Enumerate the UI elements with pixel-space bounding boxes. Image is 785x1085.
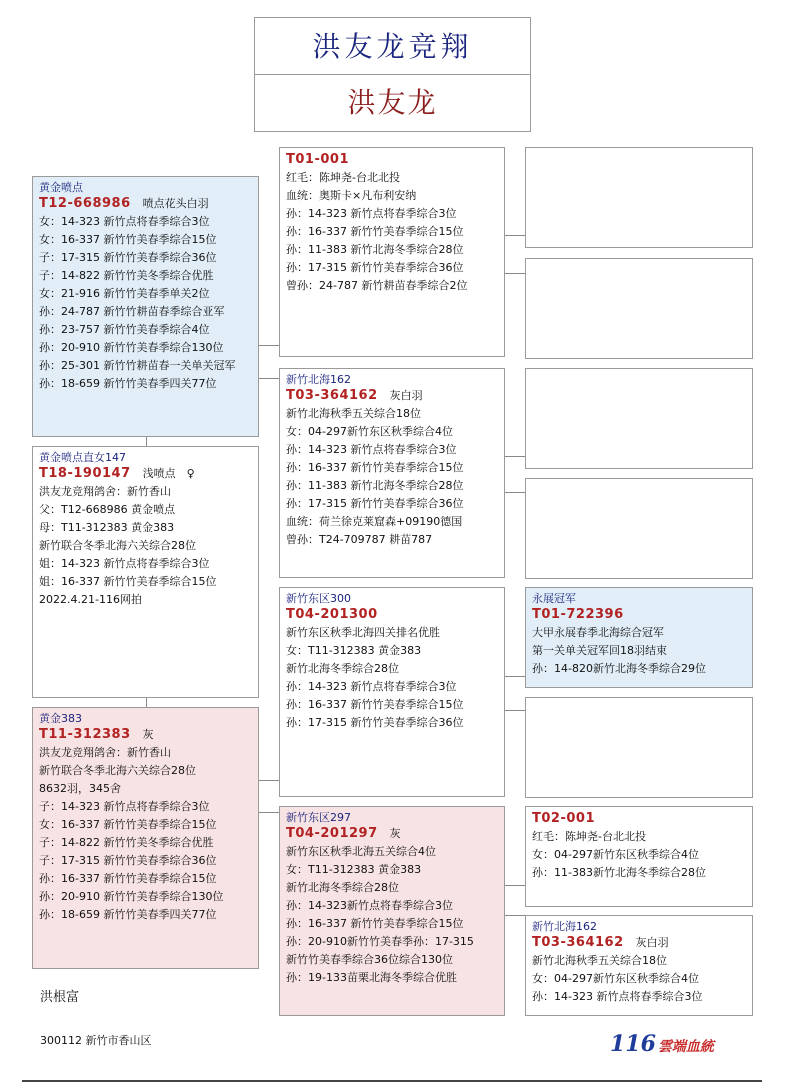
card-line: 孙：11-383 新竹北海冬季综合28位	[286, 243, 464, 256]
card-line: 子：17-315 新竹竹美春季综合36位	[39, 854, 217, 867]
card-top-label: 新竹北海162	[286, 373, 351, 386]
grandsire-card	[279, 147, 505, 357]
card-line: 曾孙：T24-709787 耕苗787	[286, 533, 433, 546]
connector	[259, 378, 280, 379]
empty-card	[525, 478, 753, 579]
card-line: 孙：16-337 新竹竹美春季综合15位	[286, 461, 464, 474]
connector	[505, 492, 525, 493]
card-line: 女：04-297新竹东区秋季综合4位	[532, 972, 699, 985]
card-line: 新竹联合冬季北海六关综合28位	[39, 539, 196, 552]
card-line: 红毛：陈坤尧-台北北投	[532, 830, 646, 843]
card-line: 第一关单关冠军回18羽结束	[532, 644, 667, 657]
empty-card	[525, 368, 753, 469]
brand-logo	[610, 1031, 714, 1057]
card-line: 孙：18-659 新竹竹美春季四关77位	[39, 908, 217, 921]
connector	[259, 780, 280, 781]
grandsire-card	[279, 587, 505, 797]
card-line: 孙：16-337 新竹竹美春季综合15位	[286, 225, 464, 238]
great-grandparent-card	[525, 806, 753, 907]
card-line: 女：21-916 新竹竹美春季单关2位	[39, 287, 210, 300]
granddam-card	[279, 806, 505, 1016]
empty-card	[525, 147, 753, 248]
card-line: 女：16-337 新竹竹美春季综合15位	[39, 233, 217, 246]
ring-number: T03-364162	[532, 935, 624, 950]
connector	[505, 676, 525, 677]
card-top-label: 新竹北海162	[532, 920, 597, 933]
bottom-divider	[22, 1080, 762, 1082]
card-line: 子：14-323 新竹点将春季综合3位	[39, 800, 210, 813]
card-line: 女：16-337 新竹竹美春季综合15位	[39, 818, 217, 831]
connector	[146, 698, 147, 707]
connector	[505, 273, 525, 274]
ring-number: T04-201300	[286, 607, 378, 622]
card-line: 新竹东区秋季北海五关综合4位	[286, 845, 436, 858]
card-line: 女：04-297新竹东区秋季综合4位	[532, 848, 699, 861]
ring-number: T04-201297	[286, 826, 378, 841]
card-line: 孙：11-383新竹北海冬季综合28位	[532, 866, 706, 879]
card-line: 孙：16-337 新竹竹美春季综合15位	[286, 698, 464, 711]
card-line: 孙：14-820新竹北海冬季综合29位	[532, 662, 706, 675]
card-line: 红毛：陈坤尧-台北北投	[286, 171, 400, 184]
card-line: 孙：25-301 新竹竹耕苗春一关单关冠军	[39, 359, 236, 372]
card-line: 女：14-323 新竹点将春季综合3位	[39, 215, 210, 228]
connector	[505, 885, 525, 886]
card-top-label: 黄金383	[39, 712, 82, 725]
card-line: 洪友龙竞翔鸽舍：新竹香山	[39, 485, 171, 498]
card-line: 孙：18-659 新竹竹美春季四关77位	[39, 377, 217, 390]
card-line: 8632羽，345舍	[39, 782, 121, 795]
breeder-address: 300112 新竹市香山区	[40, 1034, 152, 1047]
owner-title: 洪友龙	[347, 86, 438, 119]
card-line: 新竹北海冬季综合28位	[286, 881, 399, 894]
ring-description: 灰	[389, 827, 401, 840]
ring-description: 喷点花头白羽	[142, 197, 209, 210]
card-line: 孙：20-910新竹竹美春季孙：17-315	[286, 935, 474, 948]
card-top-label: 黄金喷点	[39, 181, 83, 194]
card-line: 新竹联合冬季北海六关综合28位	[39, 764, 196, 777]
connector	[259, 345, 280, 346]
card-line: 女：T11-312383 黄金383	[286, 863, 422, 876]
card-line: 孙：17-315 新竹竹美春季综合36位	[286, 261, 464, 274]
card-line: 孙：14-323 新竹点将春季综合3位	[286, 680, 457, 693]
card-line: 姐：16-337 新竹竹美春季综合15位	[39, 575, 217, 588]
card-line: 孙：19-133苗栗北海冬季综合优胜	[286, 971, 457, 984]
connector	[505, 710, 525, 711]
card-line: 孙：16-337 新竹竹美春季综合15位	[39, 872, 217, 885]
connector	[505, 915, 525, 916]
ring-description: 灰	[142, 728, 154, 741]
great-grandparent-card	[525, 587, 753, 688]
card-line: 母：T11-312383 黄金383	[39, 521, 175, 534]
card-line: 子：17-315 新竹竹美春季综合36位	[39, 251, 217, 264]
card-line: 孙：20-910 新竹竹美春季综合130位	[39, 341, 224, 354]
great-grandparent-card	[525, 915, 753, 1016]
card-line: 子：14-822 新竹竹美冬季综合优胜	[39, 836, 214, 849]
card-line: 女：T11-312383 黄金383	[286, 644, 422, 657]
card-line: 新竹北海秋季五关综合18位	[286, 407, 421, 420]
connector	[259, 812, 280, 813]
card-line: 新竹北海冬季综合28位	[286, 662, 399, 675]
granddam-card	[279, 368, 505, 578]
card-line: 孙：24-787 新竹竹耕苗春季综合亚军	[39, 305, 225, 318]
ring-number: T01-722396	[532, 607, 624, 622]
card-line: 血统：荷兰徐克莱窟森+09190德国	[286, 515, 463, 528]
card-line: 2022.4.21-116网拍	[39, 593, 142, 606]
card-line: 孙：20-910 新竹竹美春季综合130位	[39, 890, 224, 903]
ring-number: T12-668986	[39, 196, 131, 211]
ring-number: T02-001	[532, 811, 595, 826]
card-top-label: 永展冠军	[532, 592, 576, 605]
card-top-label: 新竹东区297	[286, 811, 351, 824]
breeder-name: 洪根富	[40, 990, 80, 1005]
card-line: 父：T12-668986 黄金喷点	[39, 503, 176, 516]
card-line: 女：04-297新竹东区秋季综合4位	[286, 425, 453, 438]
card-top-label: 新竹东区300	[286, 592, 351, 605]
card-line: 子：14-822 新竹竹美冬季综合优胜	[39, 269, 214, 282]
card-line: 新竹东区秋季北海四关排名优胜	[286, 626, 440, 639]
card-line: 孙：17-315 新竹竹美春季综合36位	[286, 497, 464, 510]
ring-description: 灰白羽	[389, 389, 423, 402]
connector	[505, 235, 525, 236]
card-line: 大甲永展春季北海综合冠军	[532, 626, 664, 639]
logo-number: 116	[610, 1031, 656, 1057]
empty-card	[525, 258, 753, 359]
card-line: 曾孙：24-787 新竹耕苗春季综合2位	[286, 279, 468, 292]
card-line: 新竹北海秋季五关综合18位	[532, 954, 667, 967]
card-line: 孙：23-757 新竹竹美春季综合4位	[39, 323, 210, 336]
card-line: 孙：14-323 新竹点将春季综合3位	[286, 207, 457, 220]
ring-number: T01-001	[286, 152, 349, 167]
title-box	[254, 17, 531, 132]
sire-card	[32, 176, 259, 437]
card-line: 洪友龙竞翔鸽舍：新竹香山	[39, 746, 171, 759]
ring-number: T11-312383	[39, 727, 131, 742]
card-line: 姐：14-323 新竹点将春季综合3位	[39, 557, 210, 570]
ring-description: 浅喷点 ♀	[142, 467, 195, 480]
card-top-label: 黄金喷点直女147	[39, 451, 126, 464]
card-line: 血统：奥斯卡×凡布利安纳	[286, 189, 417, 202]
subject-card	[32, 446, 259, 698]
card-line: 孙：14-323 新竹点将春季综合3位	[286, 443, 457, 456]
empty-card	[525, 697, 753, 798]
connector	[146, 437, 147, 446]
card-line: 孙：17-315 新竹竹美春季综合36位	[286, 716, 464, 729]
ring-number: T03-364162	[286, 388, 378, 403]
card-line: 孙：14-323新竹点将春季综合3位	[286, 899, 453, 912]
connector	[505, 456, 525, 457]
card-line: 孙：16-337 新竹竹美春季综合15位	[286, 917, 464, 930]
card-line: 新竹竹美春季综合36位综合130位	[286, 953, 453, 966]
ring-number: T18-190147	[39, 466, 131, 481]
loft-title: 洪友龙竞翔	[255, 18, 530, 75]
ring-description: 灰白羽	[635, 936, 669, 949]
card-line: 孙：11-383 新竹北海冬季综合28位	[286, 479, 464, 492]
logo-text: 雲端血統	[657, 1039, 714, 1055]
dam-card	[32, 707, 259, 969]
card-line: 孙：14-323 新竹点将春季综合3位	[532, 990, 703, 1003]
